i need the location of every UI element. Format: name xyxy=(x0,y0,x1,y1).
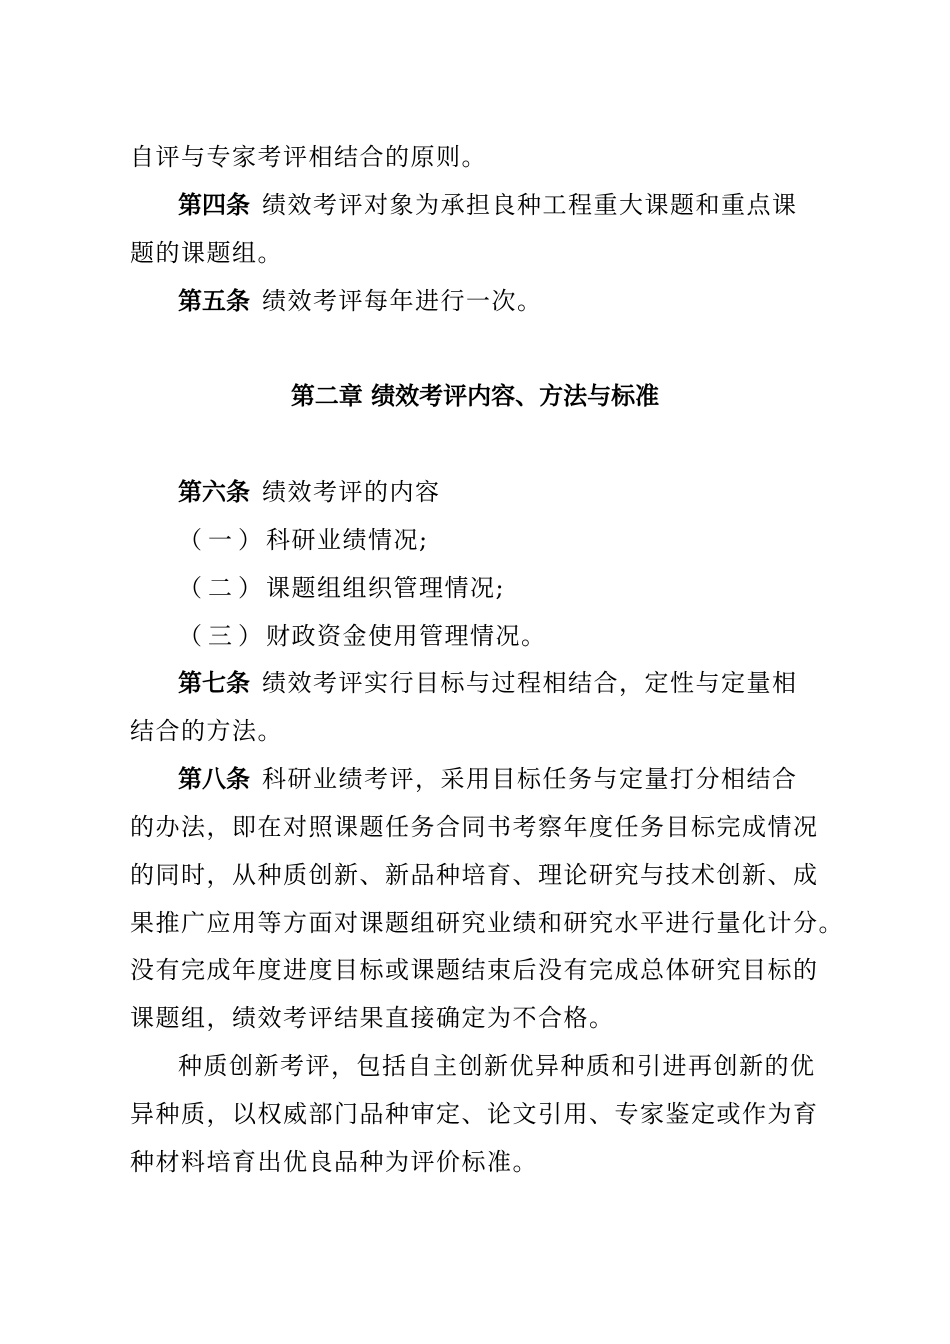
list-item xyxy=(178,621,830,651)
paragraph-line: 自评与专家考评相结合的原则。 xyxy=(130,143,487,171)
article-4 xyxy=(178,190,830,220)
article-6-title: 第六条 xyxy=(178,478,250,506)
paragraph-line: 的办法，即在对照课题任务合同书考察年度任务目标完成情况 xyxy=(130,813,819,841)
article-4-text: 绩效考评对象为承担良种工程重大课题和重点课 xyxy=(262,191,798,219)
list-item-number: （三） xyxy=(178,622,268,650)
list-item-text: 科研业绩情况; xyxy=(266,526,429,554)
chapter-heading: 第二章 绩效考评内容、方法与标准 xyxy=(290,382,660,410)
article-8-text: 科研业绩考评，采用目标任务与定量打分相结合 xyxy=(262,765,798,793)
paragraph-line: 课题组，绩效考评结果直接确定为不合格。 xyxy=(130,1004,615,1032)
article-6 xyxy=(178,477,830,507)
paragraph-line: 异种质，以权威部门品种审定、论文引用、专家鉴定或作为育 xyxy=(130,1100,819,1128)
article-7 xyxy=(178,668,830,698)
list-item xyxy=(178,525,830,555)
article-5 xyxy=(178,286,830,316)
article-5-text: 绩效考评每年进行一次。 xyxy=(262,287,543,315)
paragraph-line: 果推广应用等方面对课题组研究业绩和研究水平进行量化计分。 xyxy=(130,909,844,937)
article-8 xyxy=(178,764,830,794)
article-5-title: 第五条 xyxy=(178,287,250,315)
paragraph-line: 种质创新考评，包括自主创新优异种质和引进再创新的优 xyxy=(178,1052,816,1080)
article-7-text: 绩效考评实行目标与过程相结合，定性与定量相 xyxy=(262,669,798,697)
article-6-text: 绩效考评的内容 xyxy=(262,478,441,506)
list-item-number: （一） xyxy=(178,526,268,554)
paragraph-line: 没有完成年度进度目标或课题结束后没有完成总体研究目标的 xyxy=(130,956,819,984)
paragraph-line: 结合的方法。 xyxy=(130,717,283,745)
list-item-number: （二） xyxy=(178,574,268,602)
list-item-text: 财政资金使用管理情况。 xyxy=(266,622,547,650)
list-item-text: 课题组组织管理情况; xyxy=(266,574,506,602)
list-item xyxy=(178,573,830,603)
paragraph-line: 种材料培育出优良品种为评价标准。 xyxy=(130,1148,538,1176)
article-7-title: 第七条 xyxy=(178,669,250,697)
paragraph-line: 题的课题组。 xyxy=(130,239,283,267)
article-4-title: 第四条 xyxy=(178,191,250,219)
paragraph-line: 的同时，从种质创新、新品种培育、理论研究与技术创新、成 xyxy=(130,861,819,889)
article-8-title: 第八条 xyxy=(178,765,250,793)
